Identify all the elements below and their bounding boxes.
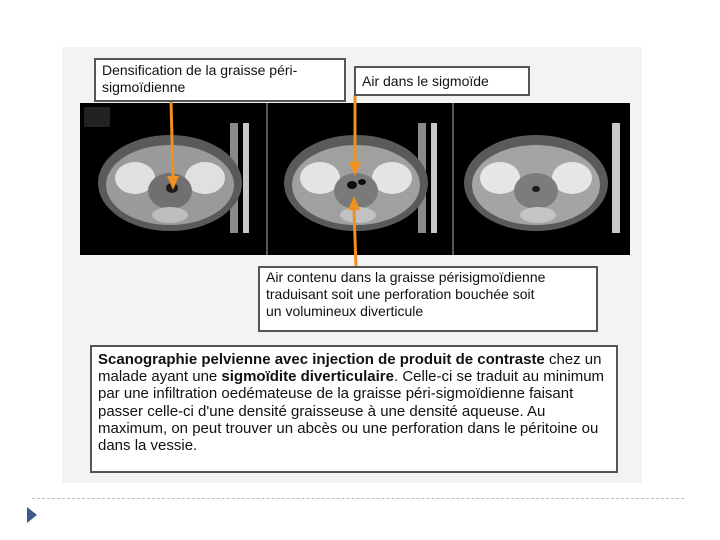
arrow-air-perforation [354, 208, 356, 268]
figure-caption [90, 345, 618, 473]
arrow-fat-densification [171, 101, 173, 178]
arrowhead-fat [167, 176, 179, 190]
callout-air-perforation: Air contenu dans la graisse périsigmoïdienne traduisant soit une perforation bouchée soit un volumineux diverticule [258, 266, 598, 332]
caption-lead: Scanographie pelvienne avec injection de produit de contraste [98, 351, 545, 368]
triangle-bullet-icon [26, 506, 38, 524]
arrowhead-perforation [348, 196, 360, 210]
footer-divider [32, 498, 684, 499]
caption-diagnosis: sigmoïdite diverticulaire [221, 368, 394, 386]
caption-text-3: . Celle-ci se traduit au minimum par une infiltration oedémateuse de la graisse péri-sigmoïdienne faisant passer celle-ci d'une densité graisseuse à une densité aqueuse. Au maximum, on peut trouver un abcès ou une perforation dans le péritoine ou dans la vessie. [98, 368, 605, 455]
callout-air-sigmoid: Air dans le sigmoïde [354, 66, 530, 96]
callout-fat-densification: Densification de la graisse péri- sigmoïdienne [94, 58, 346, 102]
arrowhead-air [349, 162, 361, 176]
caption-text-1: chez un malade ayant une [98, 351, 602, 386]
